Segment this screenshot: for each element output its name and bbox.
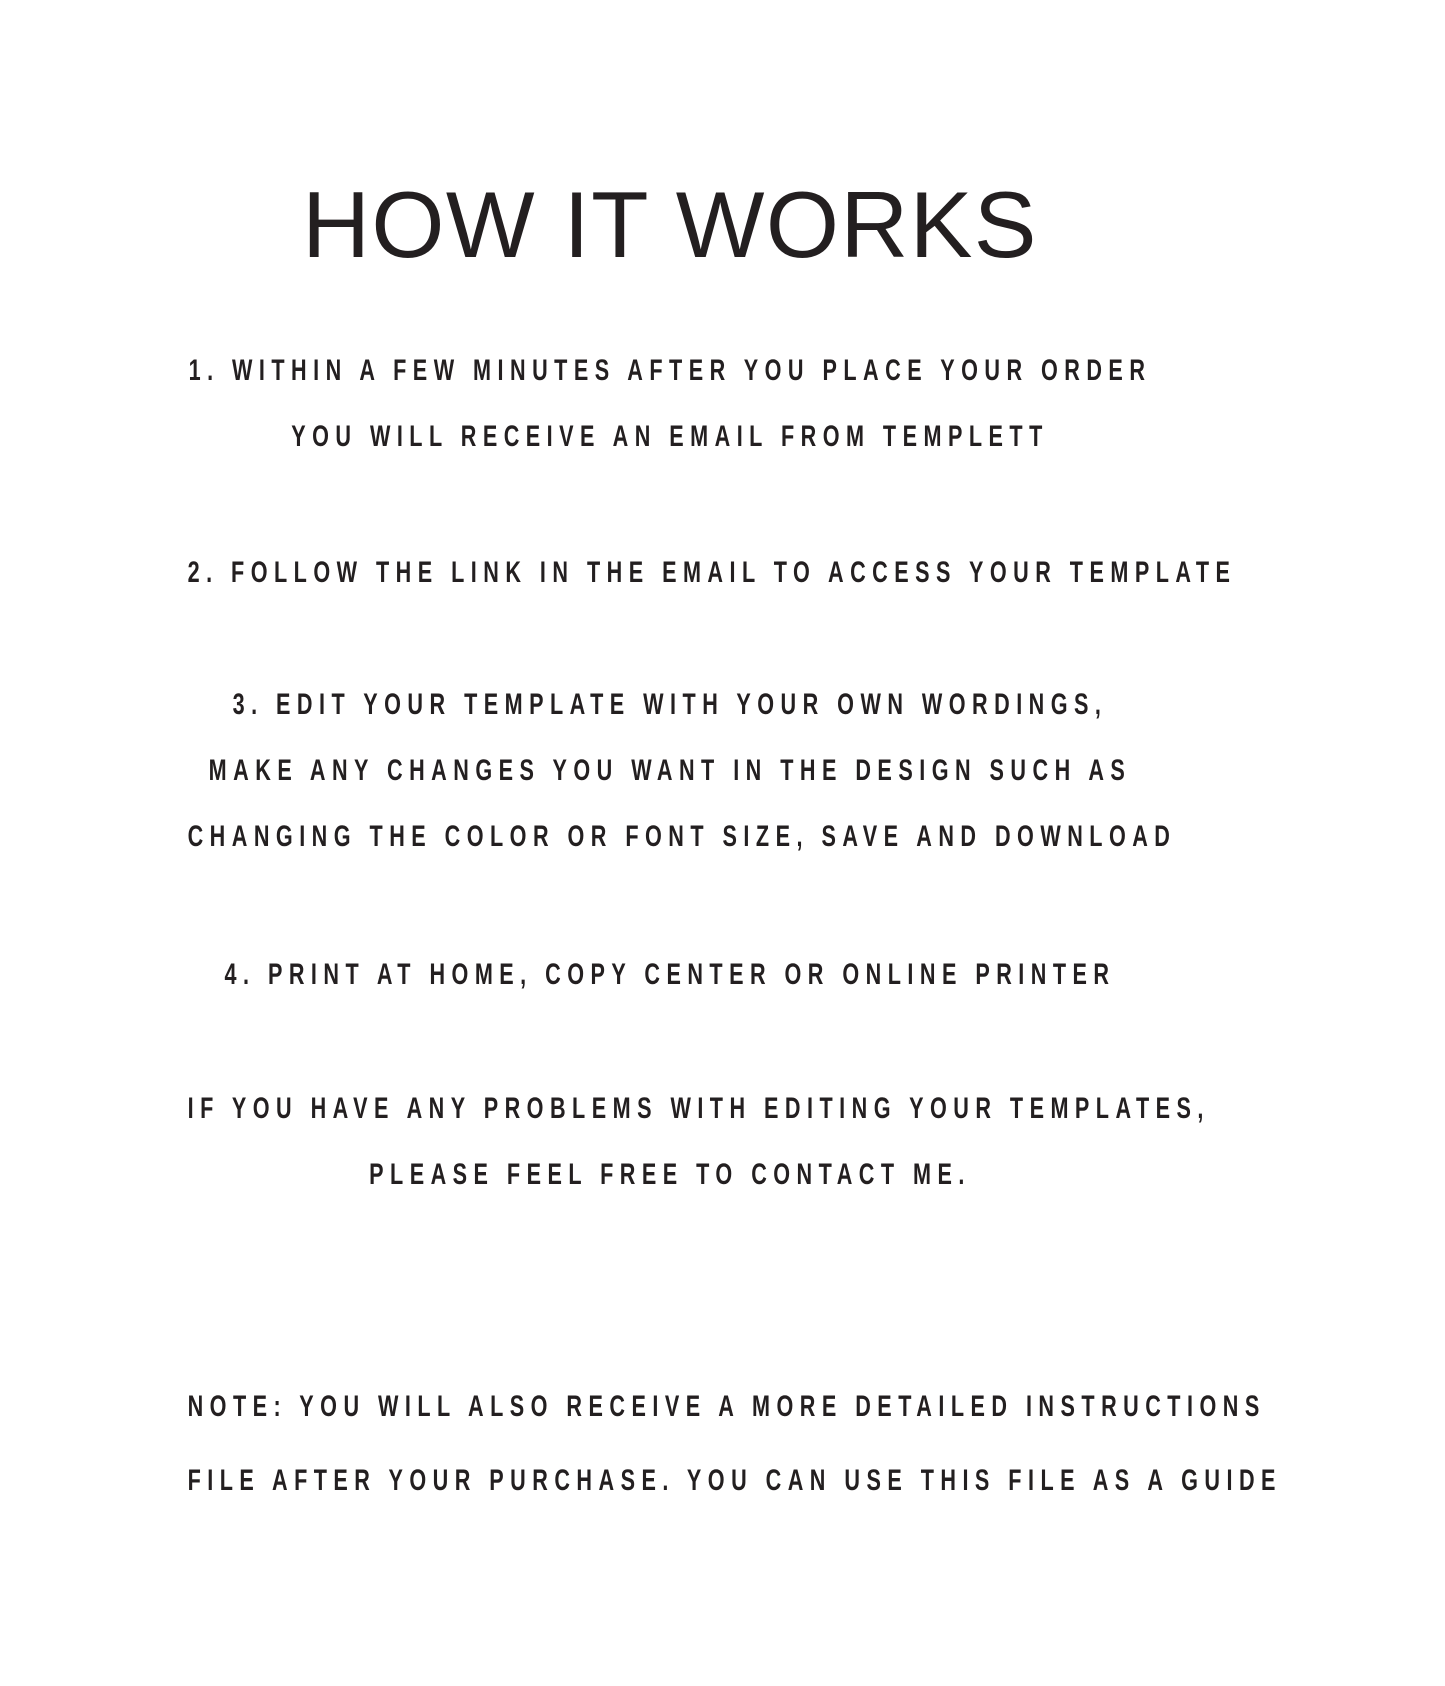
detailed-instructions-note-line-1: NOTE: YOU WILL ALSO RECEIVE A MORE DETAILED INSTRUCTIONS (187, 1390, 1266, 1423)
step-4 (0, 942, 1340, 1008)
contact-note-line-2: PLEASE FEEL FREE TO CONTACT ME. (369, 1158, 971, 1191)
step-1 (0, 338, 1340, 470)
content-column (0, 173, 1340, 1518)
step-3-line-3: CHANGING THE COLOR OR FONT SIZE, SAVE AND DOWNLOAD (187, 820, 1177, 853)
step-3 (0, 672, 1340, 870)
step-1-line-1: 1. WITHIN A FEW MINUTES AFTER YOU PLACE YOUR ORDER (188, 354, 1152, 387)
detailed-instructions-note-line-2: FILE AFTER YOUR PURCHASE. YOU CAN USE THIS FILE AS A GUIDE (187, 1464, 1282, 1497)
step-2 (0, 540, 1340, 606)
contact-note-line-1: IF YOU HAVE ANY PROBLEMS WITH EDITING YOUR TEMPLATES, (187, 1092, 1210, 1125)
step-3-line-1: 3. EDIT YOUR TEMPLATE WITH YOUR OWN WORDINGS, (232, 688, 1108, 721)
step-2-line-1: 2. FOLLOW THE LINK IN THE EMAIL TO ACCESS YOUR TEMPLATE (187, 556, 1237, 589)
step-1-line-2: YOU WILL RECEIVE AN EMAIL FROM TEMPLETT (291, 420, 1049, 453)
detailed-instructions-note (0, 1370, 1340, 1518)
contact-note (0, 1076, 1340, 1208)
page-title: HOW IT WORKS (302, 172, 1038, 277)
step-4-line-1: 4. PRINT AT HOME, COPY CENTER OR ONLINE PRINTER (224, 958, 1116, 991)
step-3-line-2: MAKE ANY CHANGES YOU WANT IN THE DESIGN SUCH AS (208, 754, 1132, 787)
